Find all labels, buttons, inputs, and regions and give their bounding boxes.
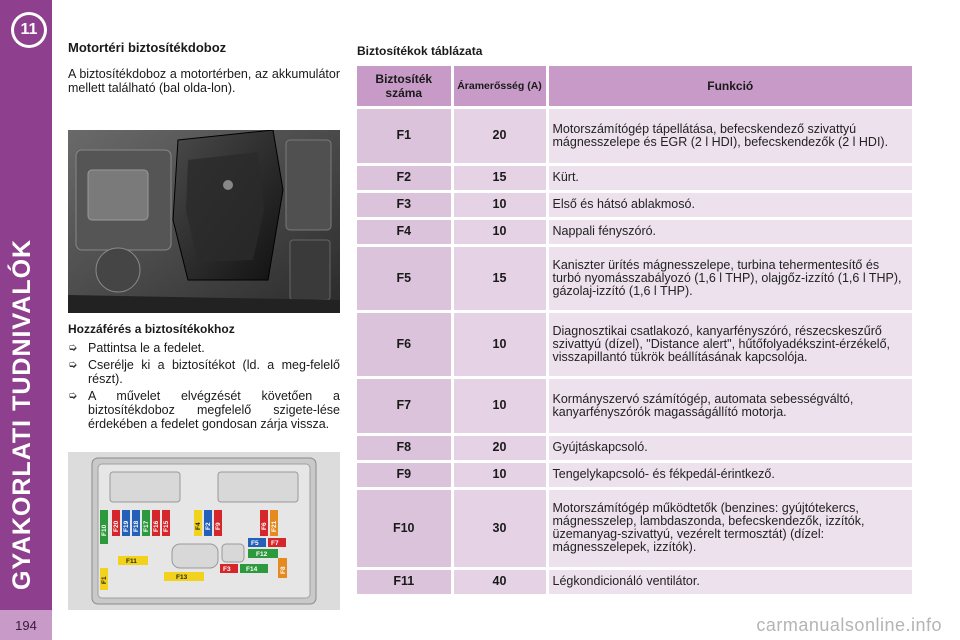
svg-text:F12: F12 (256, 551, 268, 558)
fuse-function: Diagnosztikai csatlakozó, kanyarfényszóró, részecskeszűrő szivattyú (dízel), "Distance alert", hűtőfolyadékszint-érzékelő, visszapillantó tükrök beállításának kapcsolója. (547, 311, 914, 377)
fuse-F16 (152, 510, 160, 536)
fuse-F6 (260, 510, 268, 536)
table-row (357, 568, 914, 595)
fuse-amperage: 40 (452, 568, 547, 595)
fuse-id: F4 (357, 218, 452, 245)
chapter-badge (11, 12, 47, 48)
fuse-F9 (214, 510, 222, 536)
svg-text:F13: F13 (176, 574, 188, 581)
fuse-function: Első és hátsó ablakmosó. (547, 191, 914, 218)
fuse-amperage: 10 (452, 191, 547, 218)
fuse-function: Gyújtáskapcsoló. (547, 434, 914, 461)
list-item: ➭ Cserélje ki a biztosítékot (ld. a meg-felelő részt). (68, 358, 340, 386)
svg-text:F3: F3 (223, 566, 231, 573)
arrow-bullet-icon: ➭ (68, 342, 78, 354)
fuse-function: Kürt. (547, 164, 914, 191)
svg-text:F11: F11 (126, 558, 137, 565)
svg-text:F20: F20 (113, 520, 120, 532)
header-function: Funkció (547, 66, 914, 107)
fuse-F13 (164, 572, 204, 581)
fuse-id: F9 (357, 461, 452, 488)
fuse-access-section (68, 322, 340, 434)
table-row (357, 218, 914, 245)
svg-text:F19: F19 (123, 520, 130, 532)
engine-bay-illustration (68, 130, 340, 313)
svg-text:F6: F6 (261, 522, 268, 530)
table-row (357, 107, 914, 164)
fuse-amperage: 30 (452, 488, 547, 568)
fuse-F15 (162, 510, 170, 536)
fuse-F2 (204, 510, 212, 536)
fuse-F20 (112, 510, 120, 536)
svg-text:F15: F15 (163, 520, 170, 532)
fuse-F21 (270, 510, 278, 536)
table-header-row (357, 66, 914, 107)
svg-text:F17: F17 (143, 520, 150, 532)
fuse-table (357, 66, 915, 597)
arrow-bullet-icon: ➭ (68, 390, 78, 402)
table-row (357, 164, 914, 191)
fuse-id: F6 (357, 311, 452, 377)
fuse-amperage: 20 (452, 107, 547, 164)
header-amperage: Áramerősség (A) (452, 66, 547, 107)
fuse-function: Tengelykapcsoló- és fékpedál-érintkező. (547, 461, 914, 488)
fuse-F5 (248, 538, 266, 547)
fuse-F10 (100, 510, 108, 544)
fuse-function: Légkondicionáló ventilátor. (547, 568, 914, 595)
fuse-id: F5 (357, 245, 452, 311)
svg-text:F7: F7 (271, 540, 279, 547)
svg-text:F2: F2 (205, 522, 212, 530)
list-item: ➭ Pattintsa le a fedelet. (68, 341, 205, 355)
fuse-F3 (220, 564, 238, 573)
fusebox-layout-drawing (68, 452, 340, 610)
table-row (357, 245, 914, 311)
fuse-F8 (278, 558, 287, 578)
intro-paragraph: A biztosítékdoboz a motortérben, az akkumulátor mellett található (bal olda-lon). (68, 67, 340, 95)
fuse-function: Motorszámítógép tápellátása, befecskendező szivattyú mágnesszelepe és EGR (2 l HDI), befecskendezők (2 l HDI). (547, 107, 914, 164)
fuse-function: Kormányszervó számítógép, automata sebességváltó, kanyarfényszórók magasságállító motorja. (547, 377, 914, 434)
fuse-id: F11 (357, 568, 452, 595)
fuse-F11 (118, 556, 148, 565)
fuse-F12 (248, 549, 278, 558)
chapter-number: 11 (14, 15, 44, 45)
svg-text:F8: F8 (280, 566, 287, 574)
fuse-F7 (268, 538, 286, 547)
svg-text:F5: F5 (251, 540, 259, 547)
svg-text:F4: F4 (195, 522, 202, 530)
fuse-amperage: 15 (452, 245, 547, 311)
fuse-function: Kaniszter ürítés mágnesszelepe, turbina tehermentesítő és turbó nyomásszabályozó (1,6 l THP), olajgőz-izzító (1,6 l THP), gázolaj-izzító (1,6 l THP). (547, 245, 914, 311)
section-title: Motortéri biztosítékdoboz (68, 40, 227, 55)
table-row (357, 377, 914, 434)
fuse-function: Nappali fényszóró. (547, 218, 914, 245)
fuse-amperage: 15 (452, 164, 547, 191)
fuse-F19 (122, 510, 130, 536)
svg-text:F10: F10 (101, 524, 108, 536)
fuse-F18 (132, 510, 140, 536)
fuse-table-title: Biztosítékok táblázata (357, 44, 483, 58)
page-number: 194 (0, 610, 52, 640)
engine-bay-photo (68, 130, 340, 313)
svg-text:F14: F14 (246, 566, 258, 573)
fuse-amperage: 20 (452, 434, 547, 461)
svg-text:F21: F21 (271, 520, 278, 532)
fuse-amperage: 10 (452, 377, 547, 434)
header-fuse-number: Biztosíték száma (357, 66, 452, 107)
table-row (357, 191, 914, 218)
table-row (357, 461, 914, 488)
access-title: Hozzáférés a biztosítékokhoz (68, 322, 235, 336)
fuse-F4 (194, 510, 202, 536)
svg-text:F9: F9 (215, 522, 222, 530)
fuse-amperage: 10 (452, 311, 547, 377)
svg-text:F16: F16 (153, 520, 160, 532)
table-row (357, 311, 914, 377)
table-row (357, 488, 914, 568)
site-watermark: carmanualsonline.info (756, 615, 942, 635)
access-steps (68, 341, 340, 431)
fuse-F14 (240, 564, 268, 573)
fuse-id: F7 (357, 377, 452, 434)
fuse-amperage: 10 (452, 218, 547, 245)
fuse-amperage: 10 (452, 461, 547, 488)
fuse-F1 (100, 568, 108, 590)
svg-text:F18: F18 (133, 520, 140, 532)
fuse-id: F3 (357, 191, 452, 218)
arrow-bullet-icon: ➭ (68, 359, 78, 371)
engine-fusebox-section (68, 40, 340, 95)
fuse-id: F1 (357, 107, 452, 164)
svg-text:F1: F1 (101, 576, 108, 584)
fusebox-diagram (68, 452, 340, 610)
chapter-title: GYAKORLATI TUDNIVALÓK (8, 238, 36, 590)
fuse-id: F8 (357, 434, 452, 461)
table-row (357, 434, 914, 461)
list-item: ➭ A művelet elvégzését követően a biztosítékdoboz megfelelő szigete-lése érdekében a fedelet gondosan zárja vissza. (68, 389, 340, 431)
fuse-id: F10 (357, 488, 452, 568)
fuse-function: Motorszámítógép működtetők (benzines: gyújtótekercs, mágnesszelep, lambdaszonda, befecskendezők, izzítók, üzemanyag-szivattyú, vezérelt termosztát) (dízel: mágnesszelepek, izzítók). (547, 488, 914, 568)
fuse-F17 (142, 510, 150, 536)
fuse-id: F2 (357, 164, 452, 191)
